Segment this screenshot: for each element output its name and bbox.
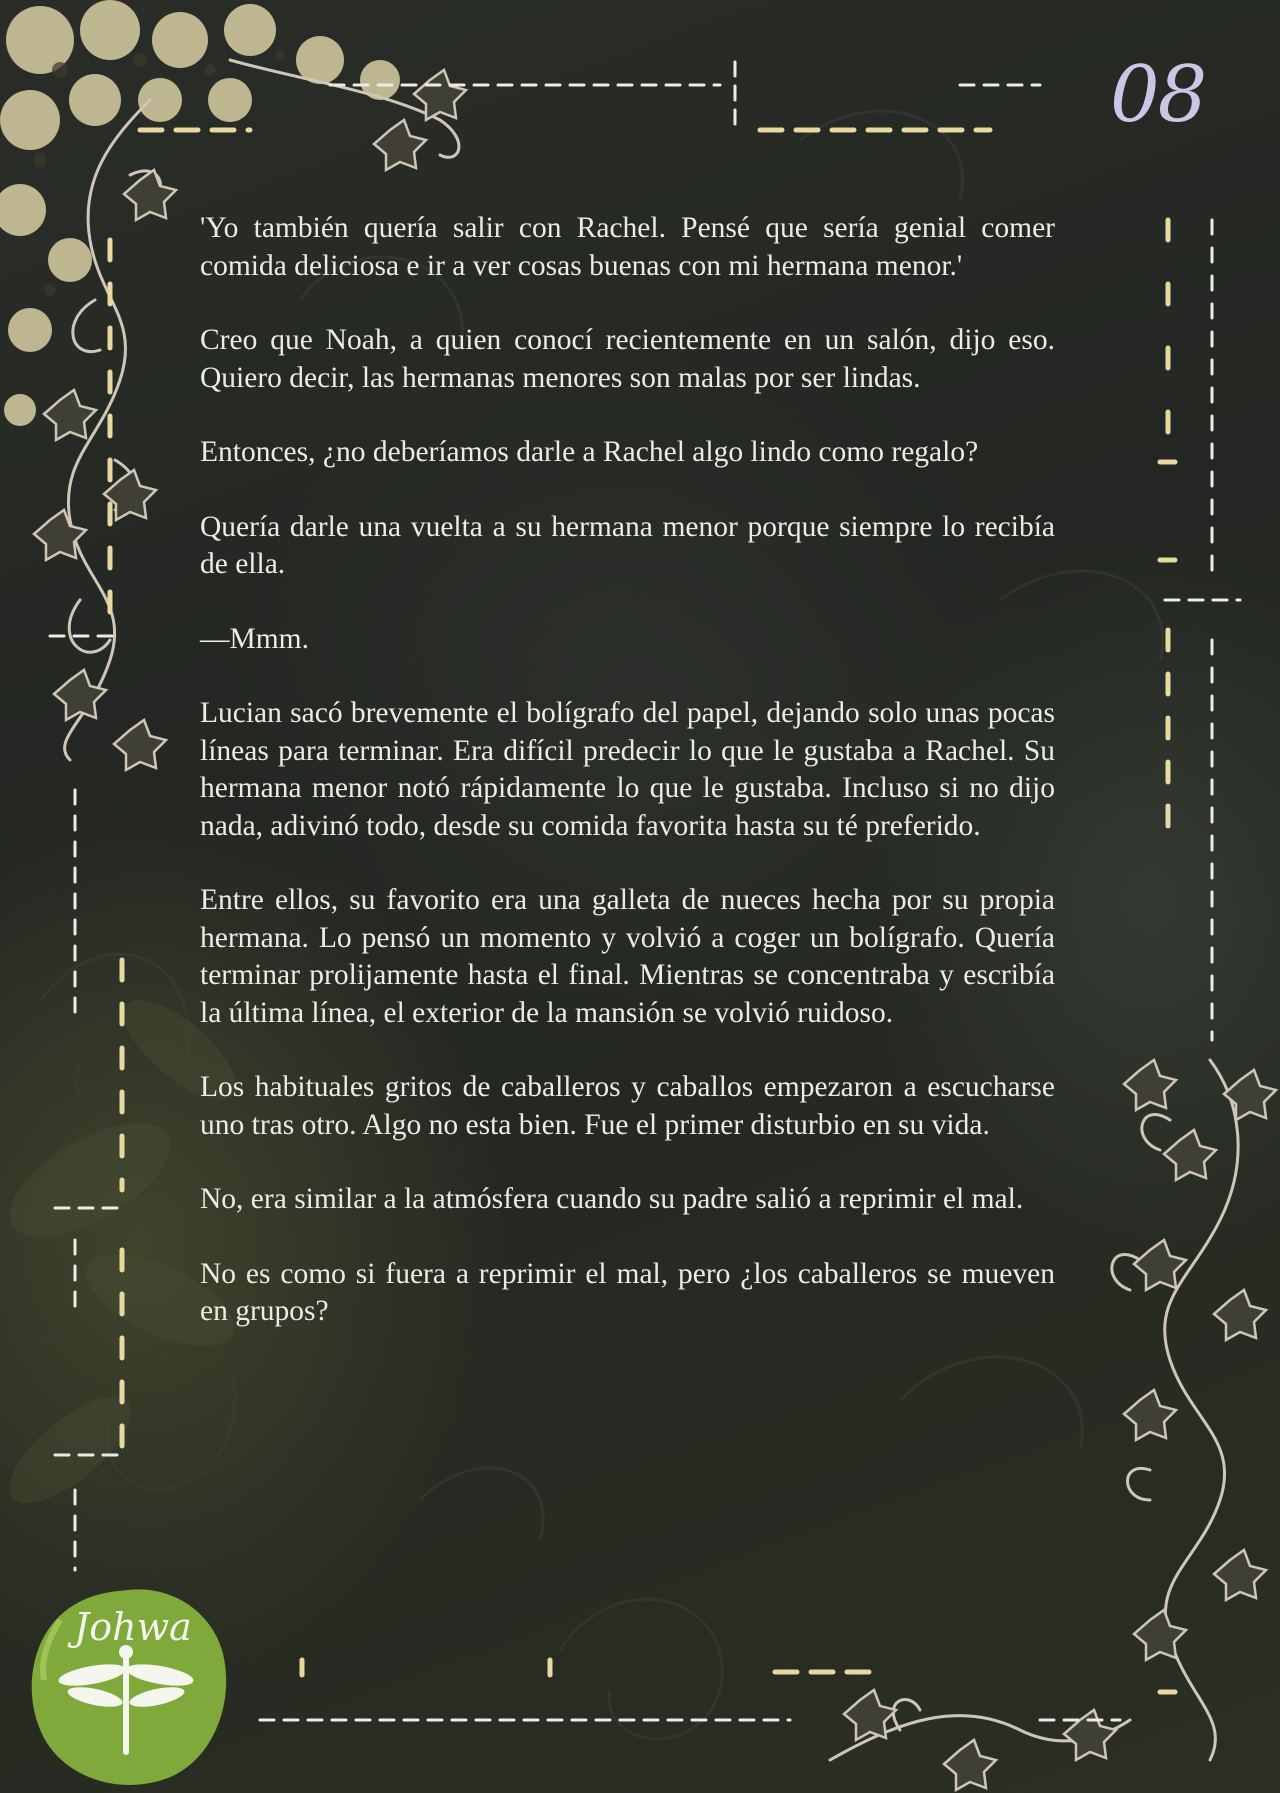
paragraph: —Mmm.	[200, 622, 309, 655]
paragraph: Quería darle una vuelta a su hermana menor porque siempre lo recibía de ella.	[200, 510, 1055, 580]
paragraph: Creo que Noah, a quien conocí recientemente en un salón, dijo eso. Quiero decir, las hermanas menores son malas por ser lindas.	[200, 324, 1055, 394]
story-text	[200, 210, 1055, 1368]
paragraph: Entre ellos, su favorito era una galleta de nueces hecha por su propia hermana. Lo pensó un momento y volvió a coger un bolígrafo. Quería terminar prolijamente hasta el final. Mientras se concentraba y escribía la última línea, el exterior de la mansión se volvió ruidoso.	[200, 884, 1055, 1029]
paragraph: Lucian sacó brevemente el bolígrafo del papel, dejando solo unas pocas líneas para terminar. Era difícil predecir lo que le gustaba a Rachel. Su hermana menor notó rápidamente lo que le gustaba. Incluso si no dijo nada, adivinó todo, desde su comida favorita hasta su té preferido.	[200, 697, 1055, 842]
paragraph: No, era similar a la atmósfera cuando su padre salió a reprimir el mal.	[200, 1183, 1024, 1215]
page-number: 08	[1110, 50, 1206, 140]
paragraph: Entonces, ¿no deberíamos darle a Rachel algo lindo como regalo?	[200, 436, 979, 468]
paragraph: No es como si fuera a reprimir el mal, pero ¿los caballeros se mueven en grupos?	[200, 1257, 1055, 1327]
paragraph: 'Yo también quería salir con Rachel. Pensé que sería genial comer comida deliciosa e ir a ver cosas buenas con mi hermana menor.'	[200, 212, 1055, 282]
watermark-label: Johwa	[74, 1605, 192, 1649]
paragraph: Los habituales gritos de caballeros y caballos empezaron a escucharse uno tras otro. Algo no esta bien. Fue el primer disturbio en su vida.	[200, 1071, 1055, 1141]
